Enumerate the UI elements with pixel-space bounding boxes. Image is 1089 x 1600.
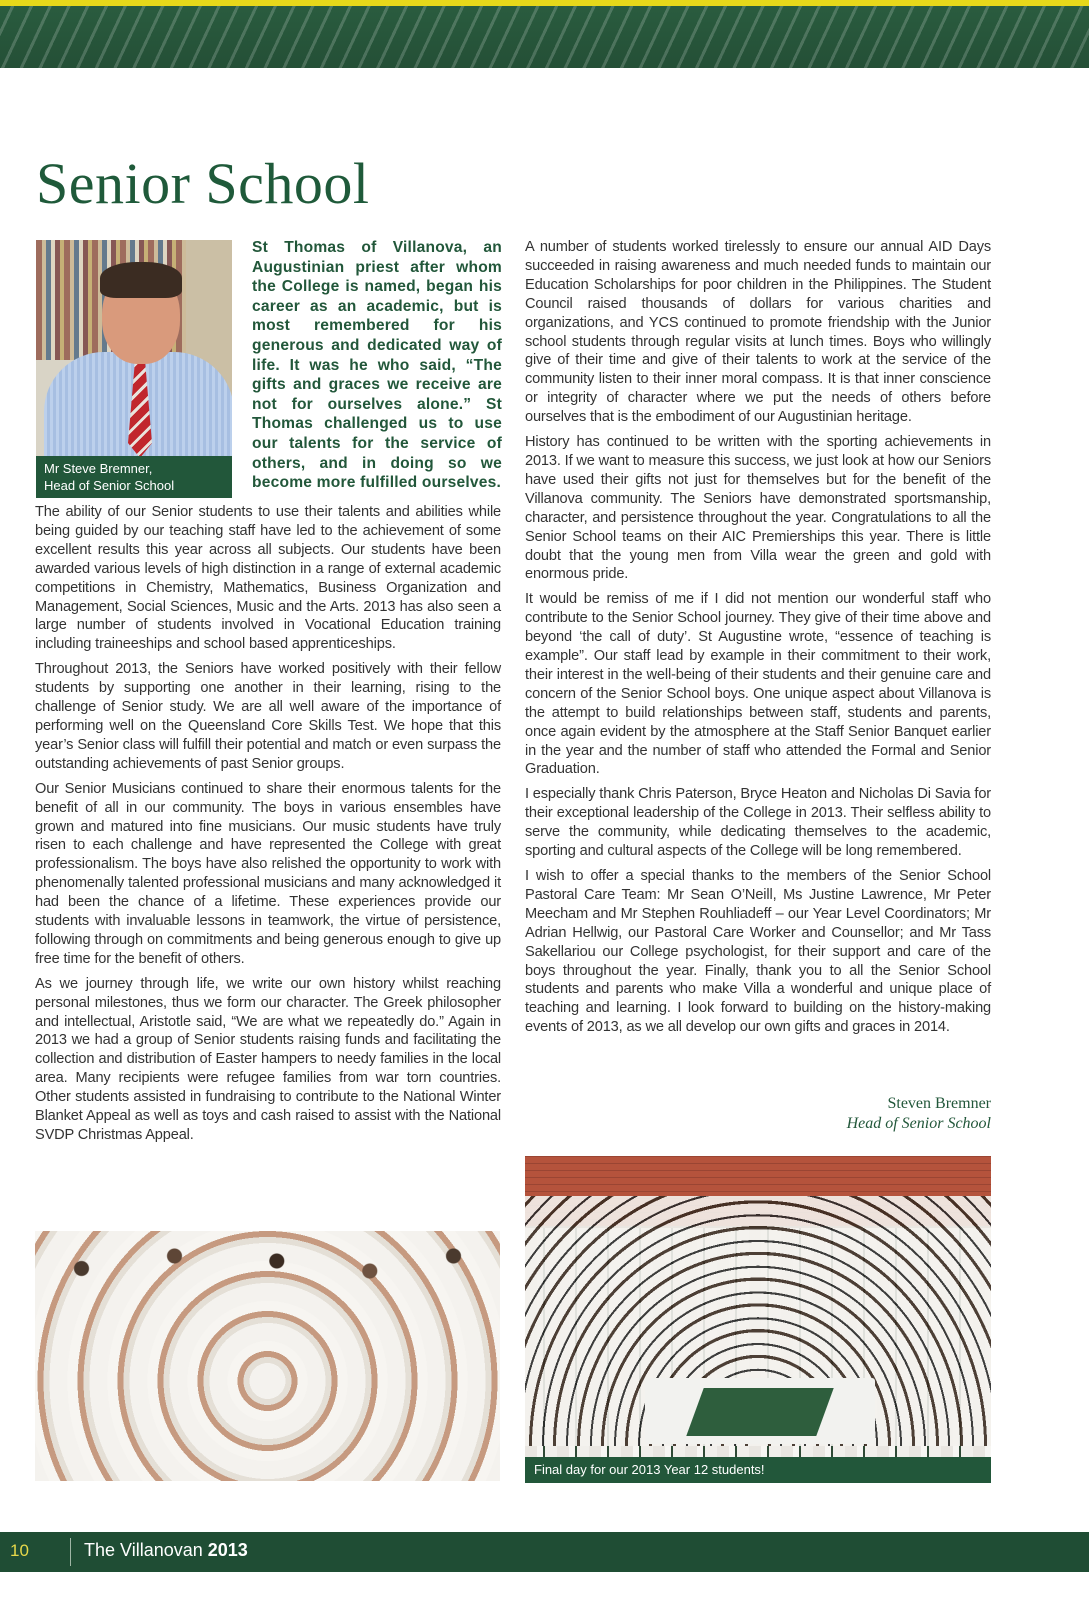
paragraph: Throughout 2013, the Seniors have worked positively with their fellow students by supporting one another in their learning, rising to the challenge of Senior study. We are all well aware of the importance of performing well on the Queensland Core Skills Test. We hope that this year’s Senior class will fulfill their potential and match or even surpass the outstanding achievements of past Senior groups. bbox=[35, 661, 501, 772]
footer-divider bbox=[70, 1538, 71, 1566]
portrait-caption-name: Mr Steve Bremner, bbox=[44, 461, 153, 476]
magazine-name: The Villanovan bbox=[84, 1540, 203, 1560]
signature bbox=[847, 1094, 991, 1134]
page-title: Senior School bbox=[36, 151, 370, 216]
portrait-caption-role: Head of Senior School bbox=[44, 478, 175, 493]
paragraph: It would be remiss of me if I did not mention our wonderful staff who contribute to the Senior School journey. They give of their time above and beyond ‘the call of duty’. St Augustine wrote, “essence of teaching is example”. Our staff lead by example in their commitment to their work, their interest in the well-being of their students and their genuine care and concern of the Senior School boys. One unique aspect about Villanova is the attempt to build relationships between staff, students and parents, once again evident by the atmosphere at the Staff Senior Banquet earlier in the year and the number of staff who attended the Formal and Senior Graduation. bbox=[525, 591, 991, 778]
portrait-photo bbox=[36, 240, 232, 498]
intro-paragraph: St Thomas of Villanova, an Augustinian priest after whom the College is named, began his career as an academic, but is most remembered for his generous and dedicated way of life. It was he who said, “The gifts and graces we receive are not for ourselves alone.” St Thomas challenged us to use our talents for the service of others, and in doing so we become more fulfilled ourselves. bbox=[252, 239, 502, 492]
students-group-photo bbox=[35, 1231, 500, 1481]
year12-photo bbox=[525, 1156, 991, 1483]
signature-name: Steven Bremner bbox=[887, 1095, 991, 1112]
paragraph: I wish to offer a special thanks to the members of the Senior School Pastoral Care Team: Mr Sean O’Neill, Ms Justine Lawrence, Mr Peter Meecham and Mr Stephen Rouhliadeff – our Year Level Coordinators; Mr Adrian Hellwig, our Pastoral Care Worker and Counsellor; and Mr Tass Sakellariou our College psychologist, for their support and care of the boys throughout the year. Finally, thank you to all the Senior School students and parents who make Villa a wonderful and unique place of teaching and learning. I look forward to building on the history-making events of 2013, as we all develop our own gifts and graces in 2014. bbox=[525, 868, 991, 1036]
cake bbox=[686, 1388, 833, 1436]
portrait-caption bbox=[36, 456, 232, 498]
paragraph: The ability of our Senior students to use their talents and abilities while being guided by our teaching staff have led to the achievement of some excellent results this year across all subjects. Our students have been awarded various levels of high distinction in a range of external academic competitions in Chemistry, Mathematics, Business Organization and Management, Social Sciences, Music and the Arts. 2013 has also seen a large number of students involved in Vocational Education training including traineeships and school based apprenticeships. bbox=[35, 504, 501, 653]
hair bbox=[100, 262, 182, 298]
page-number: 10 bbox=[10, 1541, 29, 1560]
paragraph: Our Senior Musicians continued to share their enormous talents for the benefit of all in our community. The boys in various ensembles have grown and matured into fine musicians. Our music students have truly risen to each challenge and have represented the College with great professionalism. The boys have also relished the opportunity to work with phenomenally talented professional musicians and many acknowledged it had been the chance of a lifetime. These experiences provide our students with invaluable lessons in teamwork, the virtue of persistence, following through on commitments and being generous enough to give up free time for the benefit of others. bbox=[35, 780, 501, 967]
paragraph: I especially thank Chris Paterson, Bryce Heaton and Nicholas Di Savia for their exceptional leadership of the College in 2013. Their selfless ability to serve the community, while dedicating themselves to the academic, sporting and cultural aspects of the College will be long remembered. bbox=[525, 786, 992, 860]
magazine-title bbox=[84, 1540, 248, 1561]
header-banner bbox=[0, 6, 1089, 68]
photo-caption: Final day for our 2013 Year 12 students! bbox=[525, 1457, 991, 1483]
paragraph: A number of students worked tirelessly to ensure our annual AID Days succeeded in raising awareness and much needed funds to maintain our Education Scholarships for poor children in the Philippines. The Student Council raised thousands of dollars for various charities and organizations, and YCS continued to promote friendship with the Junior school students through regular visits at lunch times. Boys who willingly give of their time and give of their talents to work at the service of the community listen to their inner moral compass. It is that inner conscience or integrity of character where we put the needs of others before ourselves that is the embodiment of our Augustinian heritage. bbox=[525, 239, 991, 426]
paragraph: History has continued to be written with the sporting achievements in 2013. If we want to measure this success, we just look at how our Seniors have used their gifts not just for themselves but for the benefit of the Villanova community. The Seniors have demonstrated sportsmanship, character, and persistence throughout the year. Congratulations to all the Senior School teams on their AIC Premierships this year. There is little doubt that the young men from Villa wear the green and gold with enormous pride. bbox=[525, 434, 992, 583]
right-column bbox=[525, 238, 991, 1043]
left-column bbox=[35, 503, 501, 1151]
footer bbox=[0, 1532, 1089, 1572]
paragraph: As we journey through life, we write our own history whilst reaching personal milestones, thus we form our character. The Greek philosopher and intellectual, Aristotle said, “We are what we repeatedly do.” Again in 2013 we had a group of Senior students raising funds and facilitating the collection and distribution of Easter hampers to needy families in the local area. Many recipients were refugee families from war torn countries. Other students assisted in fundraising to contribute to the National Winter Blanket Appeal as well as toys and cash raised to assist with the National SVDP Christmas Appeal. bbox=[35, 975, 501, 1143]
magazine-year: 2013 bbox=[207, 1540, 248, 1560]
page-margin bbox=[0, 1572, 1089, 1600]
signature-role: Head of Senior School bbox=[846, 1115, 991, 1132]
